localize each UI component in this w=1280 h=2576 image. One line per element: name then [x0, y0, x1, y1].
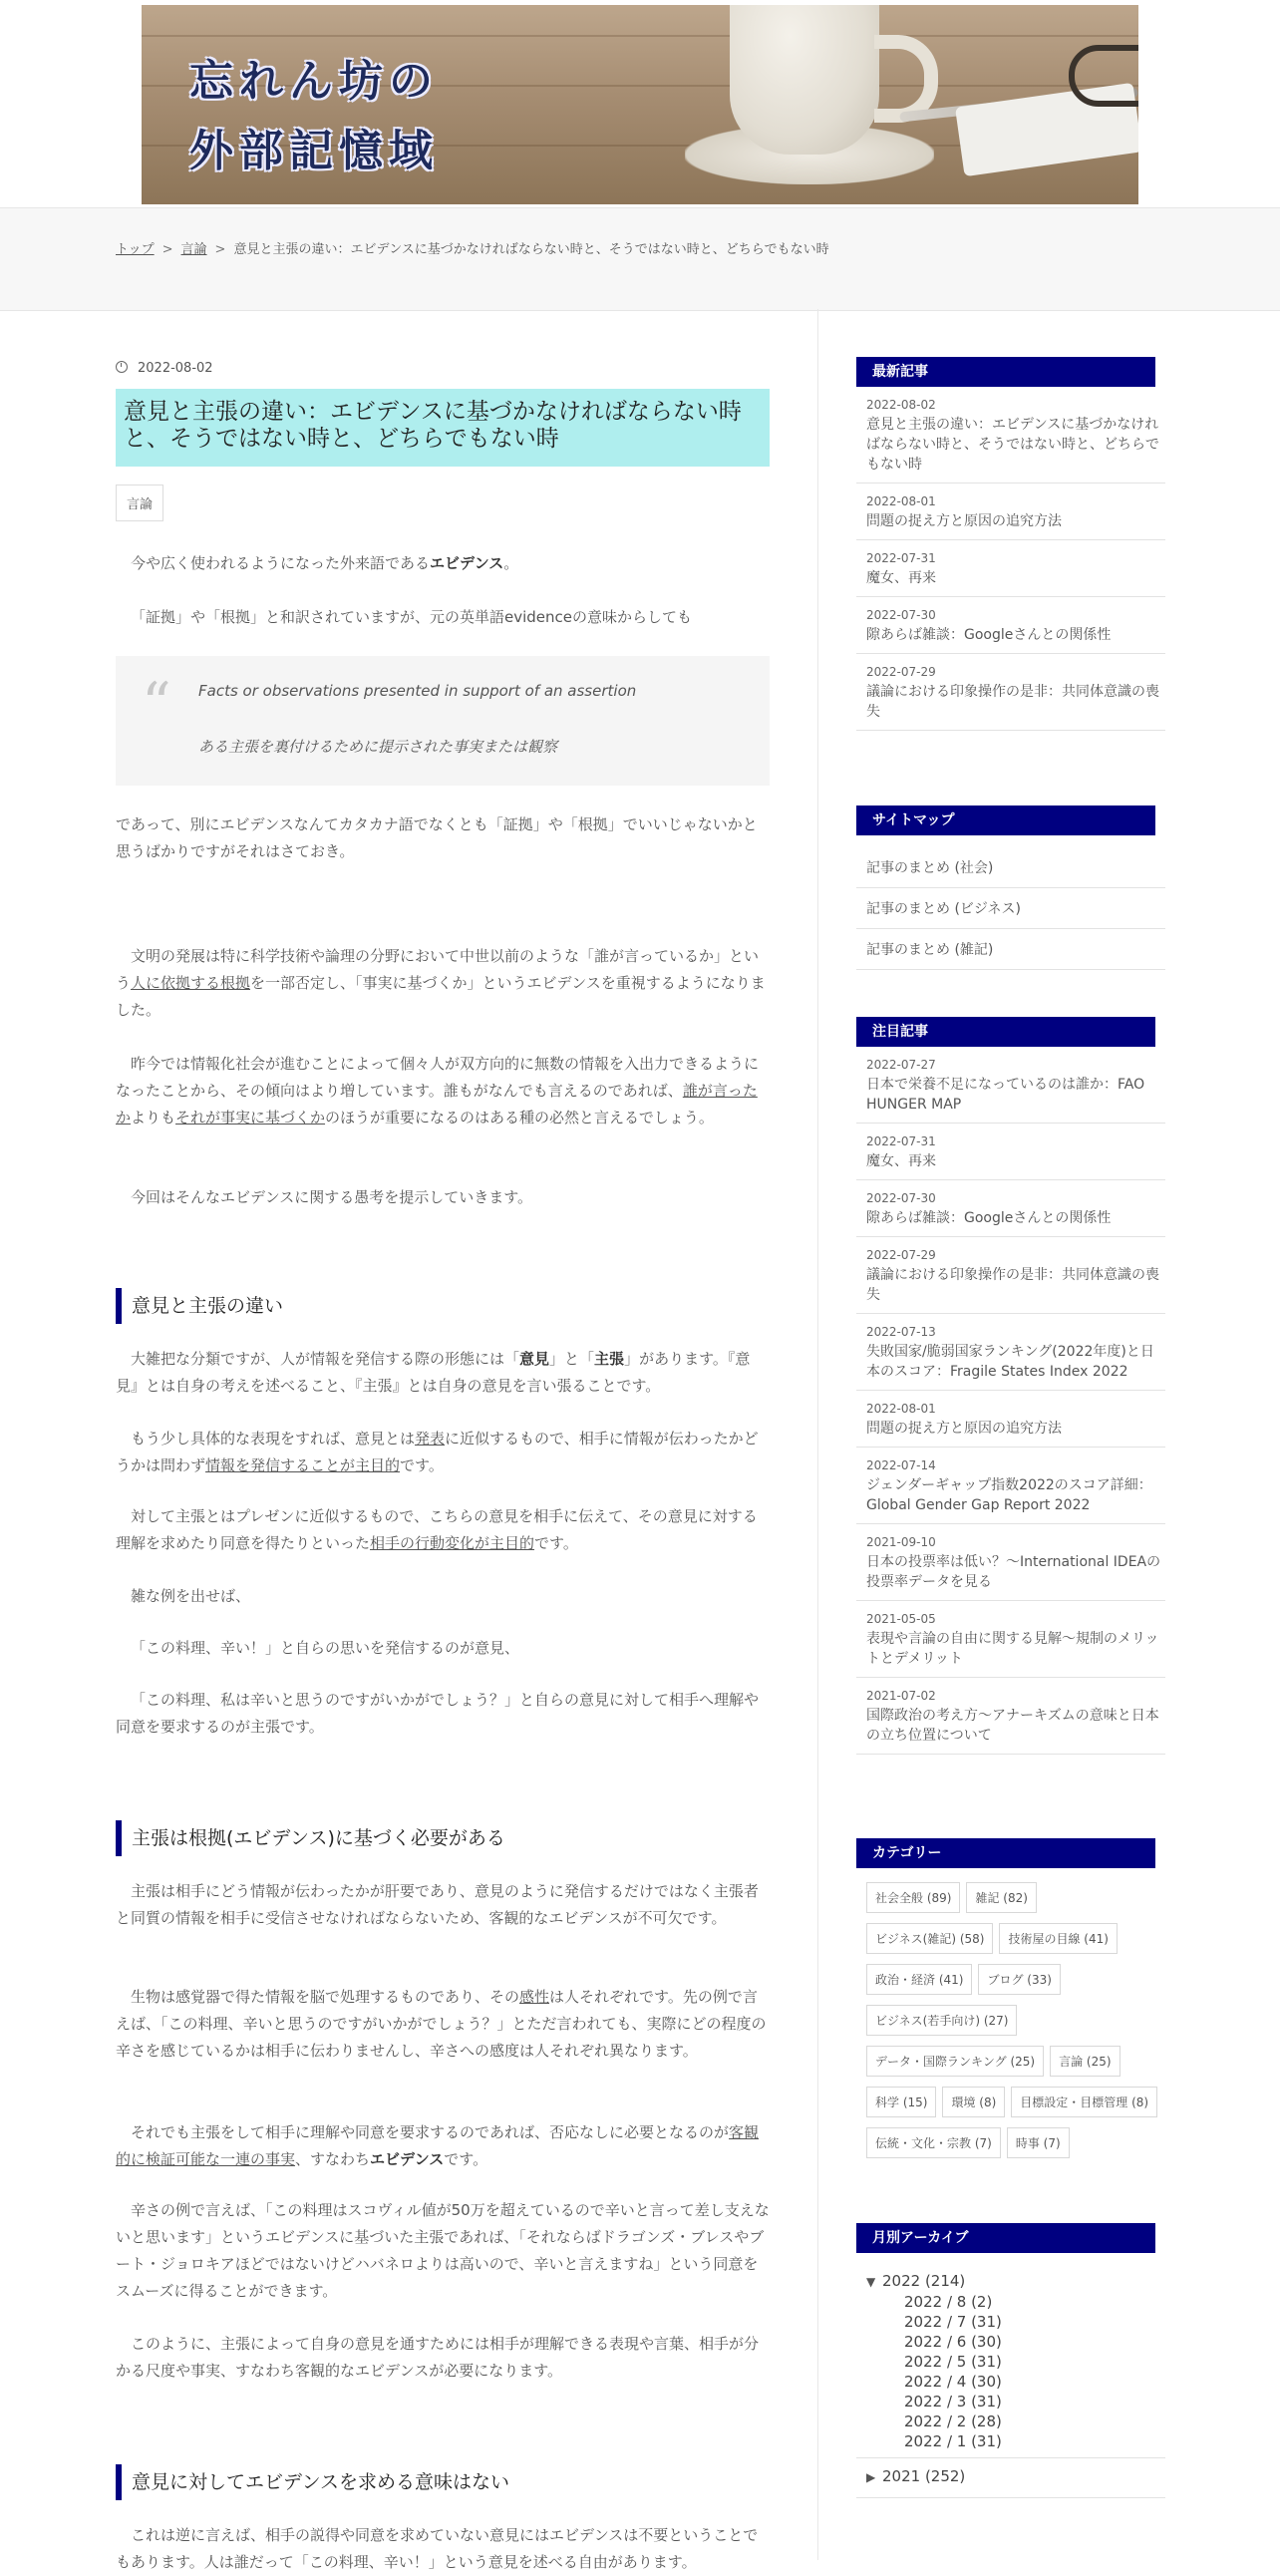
chevron-down-icon[interactable]: ▼ — [866, 2275, 876, 2289]
paragraph — [116, 2119, 770, 2173]
section-heading: 意見と主張の違い — [116, 1288, 770, 1324]
post-list-item[interactable] — [856, 540, 1165, 597]
post-date: 2021-09-10 — [866, 1535, 936, 1549]
post-title-link[interactable]: 日本の投票率は低い？～International IDEAの投票率データを見る — [866, 1554, 1161, 1590]
post-title-link[interactable]: 表現や言論の自由に関する見解～規制のメリットとデメリット — [866, 1631, 1159, 1667]
sitemap-link[interactable]: 記事のまとめ (社会) — [856, 847, 1165, 888]
banner-wood-grain — [142, 35, 1138, 37]
text: です。 — [400, 1456, 444, 1474]
post-title-link[interactable]: 問題の捉え方と原因の追究方法 — [866, 513, 1062, 529]
post-list-item[interactable] — [856, 1391, 1165, 1448]
post-title-link[interactable]: 日本で栄養不足になっているのは誰か：FAO HUNGER MAP — [866, 1077, 1145, 1113]
post-date: 2022-07-13 — [866, 1325, 936, 1339]
post-title-link[interactable]: 魔女、再来 — [866, 1153, 936, 1169]
bold-text: エビデンス — [370, 2150, 445, 2168]
widget-featured-posts — [856, 1017, 1165, 1755]
breadcrumb-current: 意見と主張の違い：エビデンスに基づかなければならない時と、そうではない時と、どちらでもない時 — [233, 242, 829, 257]
paragraph: 雑な例を出せば、 — [131, 1587, 251, 1605]
post-date: 2022-07-30 — [866, 1191, 936, 1205]
underlined-text: 客観的に検証可能な一連の事実 — [116, 2123, 760, 2168]
archive-year-2022[interactable] — [856, 2271, 1165, 2292]
post-title-link[interactable]: 隙あらば雑談：Googleさんとの関係性 — [866, 1210, 1112, 1226]
widget-sitemap — [856, 805, 1165, 970]
text: を一部否定し、「事実に基づくか」というエビデンスを重視するようになりました。 — [116, 974, 766, 1019]
category-tag[interactable]: ビジネス(若手向け) (27) — [866, 2005, 1017, 2036]
header-banner[interactable] — [142, 5, 1138, 204]
post-date: 2022-07-14 — [866, 1458, 936, 1472]
text: 文明の発展は特に科学技術や論理の分野において中世以前のような「誰が言っているか」という — [116, 947, 760, 992]
text: 」と「 — [549, 1350, 595, 1368]
underlined-text: 感性 — [519, 1988, 550, 2006]
sitemap-list — [856, 847, 1165, 970]
archive-month-link[interactable]: 2022 / 4 (30) — [904, 2373, 1002, 2391]
quote-japanese: ある主張を裏付けるために提示された事実または観察 — [198, 738, 558, 756]
category-tag[interactable]: 環境 (8) — [942, 2087, 1005, 2117]
bold-text: エビデンス — [430, 554, 504, 572]
paragraph — [116, 943, 770, 1024]
text: 」があります。『意見』とは自身の考えを述べること、『主張』とは自身の意見を言い張ることです。 — [116, 1350, 751, 1395]
archive-month-link[interactable]: 2022 / 5 (31) — [904, 2353, 1002, 2371]
post-date: 2022-08-01 — [866, 1402, 936, 1416]
clock-icon — [116, 361, 128, 373]
banner-glasses — [1069, 45, 1138, 107]
post-title-link[interactable]: ジェンダーギャップ指数2022のスコア詳細：Global Gender Gap Report 2022 — [866, 1477, 1152, 1513]
post-list-item[interactable] — [856, 1678, 1165, 1755]
underlined-text: 人に依拠する根拠 — [131, 974, 251, 992]
widget-recent-posts — [856, 357, 1165, 731]
paragraph: これは逆に言えば、相手の説得や同意を求めていない意見にはエビデンスは不要ということでもあります。人は誰だって「この料理、辛い！」という意見を述べる自由があります。 — [116, 2526, 759, 2571]
post-date: 2022-07-27 — [866, 1058, 936, 1072]
article-title: 意見と主張の違い：エビデンスに基づかなければならない時と、そうではない時と、どちらでもない時 — [124, 399, 742, 452]
paragraph: 「証拠」や「根拠」と和訳されていますが、元の英単語evidenceの意味からしても — [131, 608, 693, 626]
post-date: 2021-07-02 — [866, 1689, 936, 1703]
breadcrumb-home-link[interactable]: トップ — [116, 242, 155, 257]
breadcrumb-separator: > — [161, 242, 173, 257]
post-list-item[interactable] — [856, 1047, 1165, 1124]
text: 大雑把な分類ですが、人が情報を発信する際の形態には「 — [131, 1350, 520, 1368]
post-title-link[interactable]: 議論における印象操作の是非：共同体意識の喪失 — [866, 1267, 1159, 1303]
widget-title: サイトマップ — [856, 805, 1155, 835]
text: です。 — [534, 1534, 578, 1552]
breadcrumb-separator: > — [214, 242, 226, 257]
quote-english: Facts or observations presented in support of an assertion — [198, 682, 637, 700]
text: 今や広く使われるようになった外来語である — [131, 554, 431, 572]
paragraph: 主張は相手にどう情報が伝わったかが肝要であり、意見のように発信するだけではなく主張者と同質の情報を相手に受信させなければならないため、客観的なエビデンスが不可欠です。 — [116, 1882, 759, 1927]
breadcrumb-bar — [0, 207, 1280, 311]
text: です。 — [444, 2150, 488, 2168]
text: に近似するもので、相手に情報が伝わったかどうかは問わず — [116, 1430, 759, 1474]
sitemap-link[interactable]: 記事のまとめ (雑記) — [856, 929, 1165, 970]
section-heading: 意見に対してエビデンスを求める意味はない — [116, 2464, 770, 2500]
text: のほうが重要になるのはある種の必然と言えるでしょう。 — [325, 1109, 714, 1127]
paragraph — [116, 1346, 770, 1400]
archive-year-label[interactable]: 2022 (214) — [882, 2272, 966, 2290]
category-tag[interactable]: 目標設定・目標管理 (8) — [1011, 2087, 1157, 2117]
text: 対して主張とはプレゼンに近似するもので、こちらの意見を相手に伝えて、その意見に対する理解を求めたり同意を得たりといった — [116, 1507, 758, 1552]
archive-month-list — [856, 2292, 1165, 2451]
post-date: 2022-08-02 — [866, 398, 936, 412]
post-title-link[interactable]: 失敗国家/脆弱国家ランキング(2022年度)と日本のスコア：Fragile States Index 2022 — [866, 1344, 1154, 1380]
featured-posts-list — [856, 1047, 1165, 1755]
text: 生物は感覚器で得た情報を脳で処理するものであり、その — [131, 1988, 520, 2006]
article-tag[interactable]: 言論 — [116, 484, 163, 521]
post-date: 2022-07-31 — [866, 1134, 936, 1148]
paragraph: であって、別にエビデンスなんてカタカナ語でなくとも「証拠」や「根拠」でいいじゃないかと思うばかりですがそれはさておき。 — [116, 815, 758, 860]
archive-month-link[interactable]: 2022 / 3 (31) — [904, 2393, 1002, 2411]
text: 昨今では情報化社会が進むことによって個々人が双方向的に無数の情報を入出力できるようになったことから、その傾向はより増しています。誰もがなんでも言えるのであれば、 — [116, 1055, 760, 1100]
archive-year-2021[interactable] — [856, 2457, 1165, 2498]
paragraph — [116, 550, 770, 577]
widget-archive — [856, 2223, 1165, 2498]
post-date: 2022-07-31 — [866, 551, 936, 565]
paragraph: このように、主張によって自身の意見を通すためには相手が理解できる表現や言葉、相手が分かる尺度や事実、すなわち客観的なエビデンスが必要になります。 — [116, 2335, 760, 2380]
post-title-link[interactable]: 問題の捉え方と原因の追究方法 — [866, 1421, 1062, 1437]
underlined-text: 情報を発信することが主目的 — [205, 1456, 401, 1474]
widget-title: 注目記事 — [856, 1017, 1155, 1047]
category-tag[interactable]: ビジネス(雑記) (58) — [866, 1923, 993, 1954]
post-title-link[interactable]: 国際政治の考え方～アナーキズムの意味と日本の立ち位置について — [866, 1708, 1159, 1744]
post-list-item[interactable] — [856, 1448, 1165, 1524]
post-date: 2022-08-01 — [866, 494, 936, 508]
category-tag[interactable]: データ・国際ランキング (25) — [866, 2046, 1044, 2077]
archive-year-label[interactable]: 2021 (252) — [882, 2467, 966, 2485]
archive-month-link[interactable]: 2022 / 8 (2) — [904, 2293, 993, 2311]
category-tag[interactable]: 時事 (7) — [1007, 2127, 1070, 2158]
post-list-item[interactable] — [856, 1237, 1165, 1314]
post-date: 2021-05-05 — [866, 1612, 936, 1626]
site-logo-line1: 忘れん坊の — [189, 56, 439, 107]
text: は人それぞれです。先の例で言えば、「この料理、辛いと思うのですがいかがでしょう？」とただ言われても、実際にどの程度の辛さを感じているかは相手に伝わりませんし、辛さへの感度は人それぞれ異なります。 — [116, 1988, 767, 2060]
breadcrumb-category-link[interactable]: 言論 — [180, 242, 207, 257]
category-tag[interactable]: 社会全般 (89) — [866, 1882, 960, 1913]
post-date: 2022-07-30 — [866, 608, 936, 622]
underlined-text: 誰が言ったか — [116, 1082, 758, 1127]
archive-month-link[interactable]: 2022 / 2 (28) — [904, 2413, 1002, 2430]
article-date-text: 2022-08-02 — [138, 361, 213, 376]
site-logo-line2: 外部記憶域 — [189, 126, 439, 176]
paragraph: 「この料理、私は辛いと思うのですがいかがでしょう？」と自らの意見に対して相手へ理解や同意を要求するのが主張です。 — [116, 1691, 760, 1736]
widget-title: 月別アーカイブ — [856, 2223, 1155, 2253]
post-list-item[interactable] — [856, 1314, 1165, 1391]
underlined-text: 相手の行動変化が主目的 — [370, 1534, 535, 1552]
breadcrumb — [116, 238, 829, 257]
paragraph — [116, 1984, 770, 2065]
post-list-item[interactable] — [856, 1601, 1165, 1678]
widget-title: カテゴリー — [856, 1838, 1155, 1868]
post-list-item[interactable] — [856, 597, 1165, 654]
post-list-item[interactable] — [856, 1524, 1165, 1601]
paragraph — [116, 1426, 770, 1479]
post-date: 2022-07-29 — [866, 1248, 936, 1262]
post-list-item[interactable] — [856, 387, 1165, 483]
category-tag[interactable]: 技術屋の目線 (41) — [999, 1923, 1117, 1954]
article-date — [116, 361, 213, 376]
widget-categories — [856, 1838, 1165, 2168]
banner-coffee-cup — [730, 5, 879, 155]
category-tag[interactable]: 科学 (15) — [866, 2087, 936, 2117]
paragraph — [116, 1503, 770, 1557]
blockquote — [116, 656, 770, 786]
text: 。 — [503, 554, 519, 572]
bold-text: 意見 — [519, 1350, 550, 1368]
site-header — [0, 0, 1280, 207]
category-tag[interactable]: 雑記 (82) — [966, 1882, 1036, 1913]
post-title-link[interactable]: 魔女、再来 — [866, 570, 936, 586]
underlined-text: それが事実に基づくか — [175, 1109, 326, 1127]
post-title-link[interactable]: 隙あらば雑談：Googleさんとの関係性 — [866, 627, 1112, 643]
post-list-item[interactable] — [856, 1180, 1165, 1237]
post-title-link[interactable]: 意見と主張の違い：エビデンスに基づかなければならない時と、そうではない時と、どちらでもない時 — [866, 417, 1159, 473]
post-date: 2022-07-29 — [866, 665, 936, 679]
paragraph: 辛さの例で言えば、「この料理はスコヴィル値が50万を超えているので辛いと言って差し支えないと思います」というエビデンスに基づいた主張であれば、「それならばドラゴンズ・ブレスやブート・ジョロキアほどではないけどハバネロよりは高いので、辛いと言えますね」という同意をスムーズに得ることができます。 — [116, 2201, 770, 2300]
section-heading: 主張は根拠(エビデンス)に基づく必要がある — [116, 1820, 770, 1856]
article-title-box — [116, 389, 770, 467]
paragraph: 今回はそんなエビデンスに関する愚考を提示していきます。 — [131, 1188, 533, 1206]
column-divider — [817, 309, 818, 2560]
archive-month-link[interactable]: 2022 / 6 (30) — [904, 2333, 1002, 2351]
category-tag[interactable]: 言論 (25) — [1050, 2046, 1120, 2077]
post-list-item[interactable] — [856, 1124, 1165, 1180]
text: それでも主張をして相手に理解や同意を要求するのであれば、否応なしに必要となるのが — [131, 2123, 730, 2141]
paragraph: 「この料理、辛い！」と自らの思いを発信するのが意見、 — [131, 1639, 520, 1657]
widget-title: 最新記事 — [856, 357, 1155, 387]
category-tag[interactable]: 伝統・文化・宗教 (7) — [866, 2127, 1001, 2158]
category-tag[interactable]: 政治・経済 (41) — [866, 1964, 972, 1995]
category-tag-cloud — [856, 1868, 1165, 2168]
post-title-link[interactable]: 議論における印象操作の是非：共同体意識の喪失 — [866, 684, 1159, 720]
archive-month-link[interactable]: 2022 / 7 (31) — [904, 2313, 1002, 2331]
text: 、すなわち — [295, 2150, 371, 2168]
quote-mark-icon: “ — [142, 670, 171, 738]
archive-month-link[interactable]: 2022 / 1 (31) — [904, 2432, 1002, 2450]
bold-text: 主張 — [594, 1350, 625, 1368]
underlined-text: 発表 — [415, 1430, 446, 1448]
text: もう少し具体的な表現をすれば、意見とは — [131, 1430, 416, 1448]
category-tag[interactable]: ブログ (33) — [978, 1964, 1060, 1995]
chevron-right-icon[interactable]: ▶ — [866, 2470, 876, 2484]
post-list-item[interactable] — [856, 483, 1165, 540]
post-list-item[interactable] — [856, 654, 1165, 731]
recent-posts-list — [856, 387, 1165, 731]
paragraph — [116, 1051, 770, 1131]
sitemap-link[interactable]: 記事のまとめ (ビジネス) — [856, 888, 1165, 929]
text: よりも — [131, 1109, 176, 1127]
